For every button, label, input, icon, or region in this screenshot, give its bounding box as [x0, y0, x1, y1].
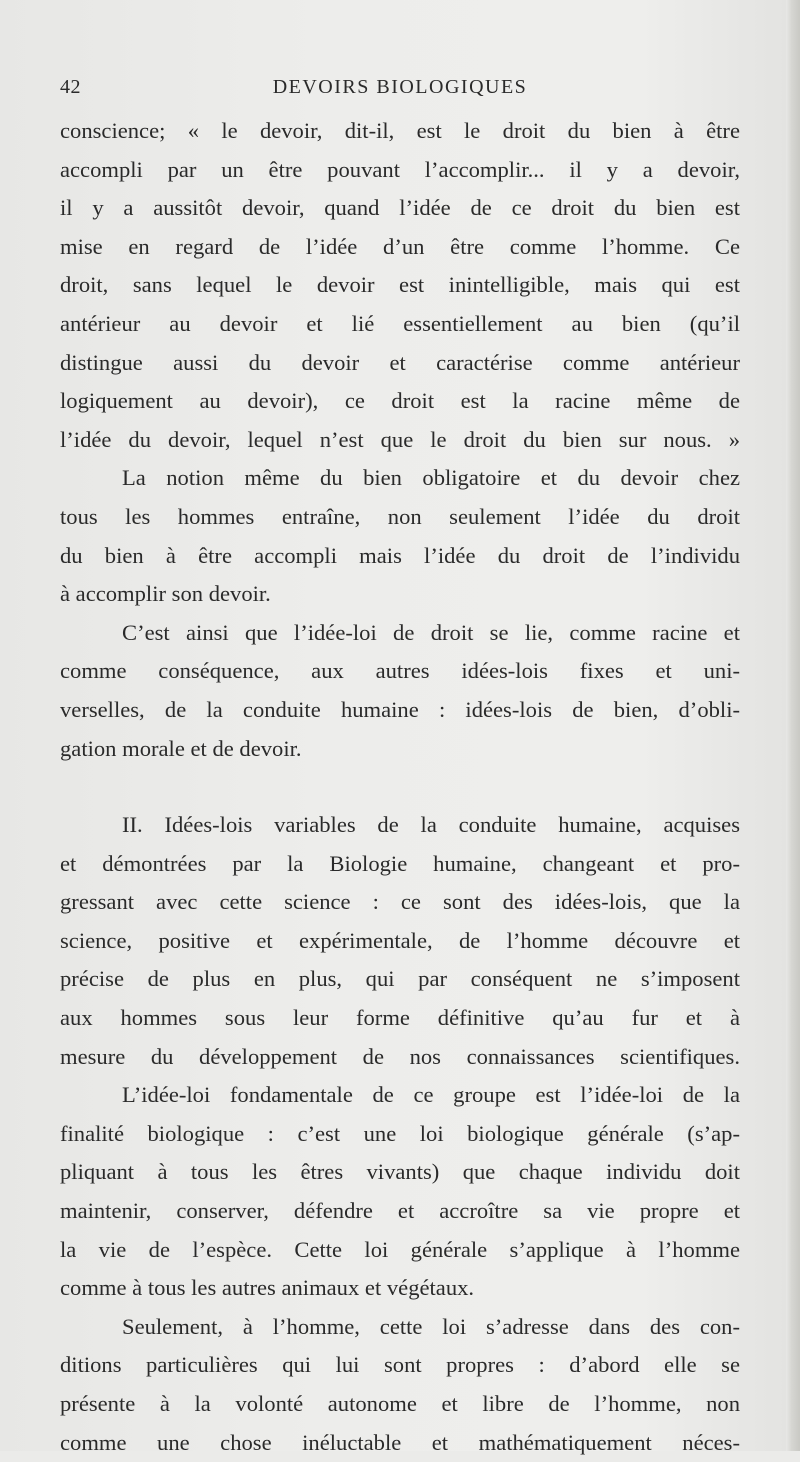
text-line: finalité biologique : c’est une loi biologique générale (s’ap-	[60, 1120, 740, 1146]
text-line: comme conséquence, aux autres idées-lois fixes et uni-	[60, 658, 740, 684]
text-line: La notion même du bien obligatoire et du devoir chez	[122, 465, 740, 491]
text-line: pliquant à tous les êtres vivants) que chaque individu doit	[60, 1159, 740, 1185]
text-line: l’idée du devoir, lequel n’est que le droit du bien sur nous. »	[60, 426, 740, 452]
text-line: il y a aussitôt devoir, quand l’idée de ce droit du bien est	[60, 195, 740, 221]
page-number: 42	[60, 76, 81, 98]
text-line: mesure du développement de nos connaissances scientifiques.	[60, 1043, 740, 1069]
page-edge-shadow	[786, 0, 800, 1451]
text-line: et démontrées par la Biologie humaine, changeant et pro-	[60, 850, 740, 876]
text-line: gressant avec cette science : ce sont des idées-lois, que la	[60, 889, 740, 915]
text-line: conscience; « le devoir, dit-il, est le droit du bien à être	[60, 118, 740, 143]
text-line: antérieur au devoir et lié essentiellement au bien (qu’il	[60, 310, 740, 336]
text-line: ditions particulières qui lui sont propres : d’abord elle se	[60, 1352, 740, 1378]
text-line: maintenir, conserver, défendre et accroître sa vie propre et	[60, 1198, 740, 1224]
text-line: présente à la volonté autonome et libre de l’homme, non	[60, 1391, 740, 1416]
running-title: DEVOIRS BIOLOGIQUES	[272, 76, 528, 98]
text-line: verselles, de la conduite humaine : idées-lois de bien, d’obli-	[60, 696, 740, 722]
text-line: science, positive et expérimentale, de l’homme découvre et	[60, 927, 740, 953]
text-line: Seulement, à l’homme, cette loi s’adresse dans des con-	[122, 1313, 740, 1339]
text-line: mise en regard de l’idée d’un être comme l’homme. Ce	[60, 233, 740, 259]
text-line: du bien à être accompli mais l’idée du droit de l’individu	[60, 542, 740, 568]
text-line: accompli par un être pouvant l’accomplir... il y a devoir,	[60, 156, 740, 182]
text-line: L’idée-loi fondamentale de ce groupe est l’idée-loi de la	[122, 1082, 740, 1108]
text-line: précise de plus en plus, qui par conséquent ne s’imposent	[60, 966, 740, 992]
text-line: logiquement au devoir), ce droit est la racine même de	[60, 388, 740, 414]
page-header	[60, 76, 740, 104]
section-gap	[60, 768, 740, 806]
text-line: comme à tous les autres animaux et végétaux.	[60, 1275, 475, 1301]
text-line: distingue aussi du devoir et caractérise comme antérieur	[60, 349, 740, 375]
text-line: droit, sans lequel le devoir est inintelligible, mais qui est	[60, 272, 740, 298]
text-line: la vie de l’espèce. Cette loi générale s’applique à l’homme	[60, 1236, 740, 1262]
text-line: C’est ainsi que l’idée-loi de droit se lie, comme racine et	[122, 619, 740, 645]
text-line: à accomplir son devoir.	[60, 581, 271, 607]
body-text	[60, 112, 740, 1462]
text-line: aux hommes sous leur forme définitive qu’au fur et à	[60, 1005, 740, 1031]
text-line: comme une chose inéluctable et mathématiquement néces-	[60, 1429, 740, 1455]
text-line: gation morale et de devoir.	[60, 735, 302, 761]
text-line: II. Idées-lois variables de la conduite humaine, acquises	[122, 812, 740, 838]
text-line: tous les hommes entraîne, non seulement l’idée du droit	[60, 503, 740, 529]
